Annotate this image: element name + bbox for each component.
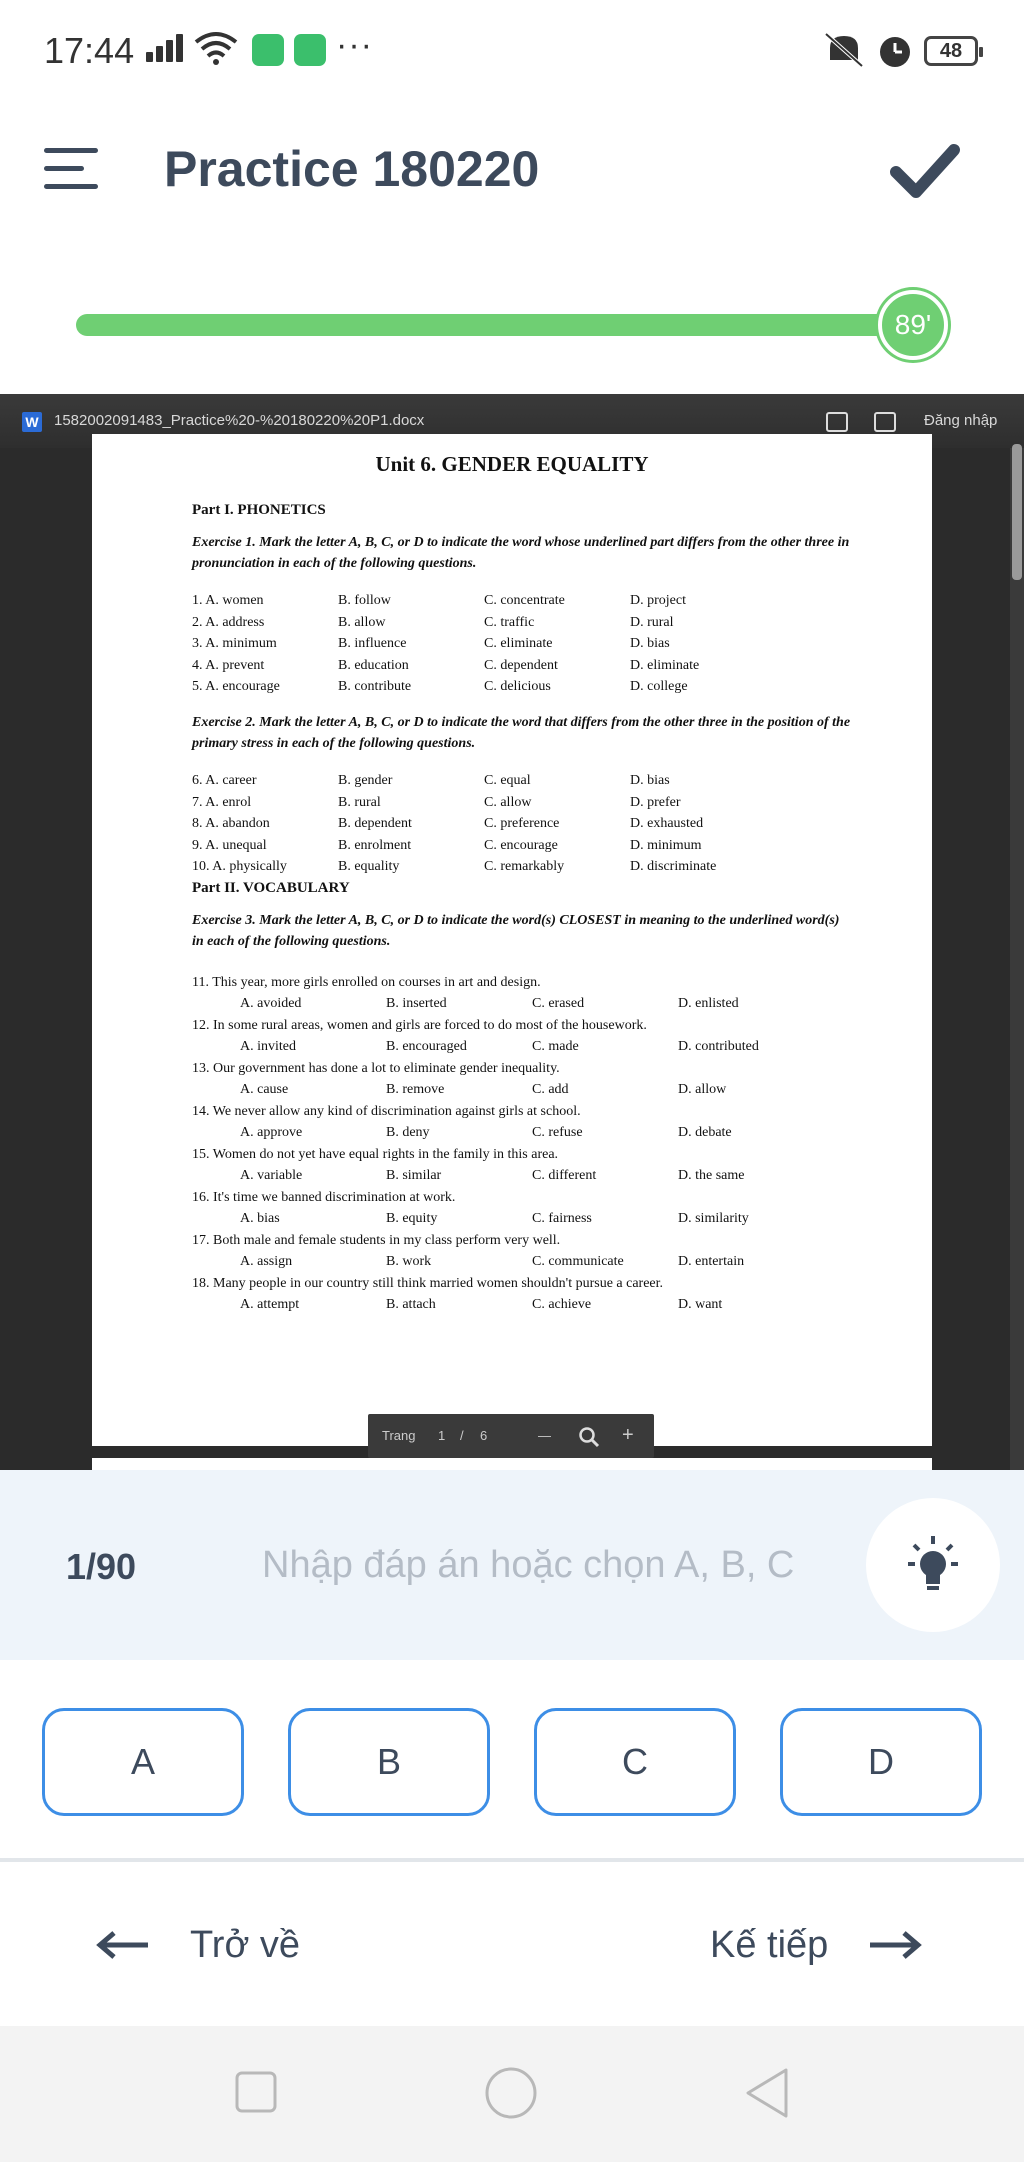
option-text: B. follow [338, 593, 391, 608]
option-text: C. traffic [484, 614, 535, 630]
option-text: B. attach [386, 1297, 436, 1312]
option-text: D. project [630, 593, 686, 608]
option-text: D. want [678, 1297, 723, 1312]
doc-title: Unit 6. GENDER EQUALITY [375, 452, 649, 476]
option-text: B. remove [386, 1082, 445, 1097]
zoom-out-button[interactable]: — [538, 1428, 551, 1443]
choice-d-button[interactable]: D [780, 1708, 982, 1816]
page-current: 1 [438, 1428, 446, 1443]
question-text: 18. Many people in our country still think married women shouldn't pursue a career. [192, 1276, 664, 1291]
choice-a-button[interactable]: A [42, 1708, 244, 1816]
option-text: A. attempt [240, 1297, 300, 1312]
back-label: Trở về [190, 1923, 301, 1966]
option-text: D. contributed [678, 1039, 759, 1054]
option-text: B. influence [338, 636, 407, 651]
option-text: C. different [532, 1168, 597, 1183]
question-text: 11. This year, more girls enrolled on courses in art and design. [192, 975, 541, 990]
file-name: 1582002091483_Practice%20-%20180220%20P1.docx [54, 412, 425, 429]
option-text: D. debate [678, 1125, 732, 1140]
page-title: Practice 180220 [164, 141, 540, 197]
option-text: 9. A. unequal [192, 837, 267, 853]
option-text: C. preference [484, 816, 560, 831]
option-text: D. bias [630, 773, 670, 788]
exercise-instruction: Exercise 1. Mark the letter A, B, C, or D to indicate the word whose underlined part differs from the other three in pronunciation in each of the following questions. [192, 535, 850, 571]
option-text: 10. A. physically [192, 859, 287, 874]
option-text: D. rural [630, 614, 674, 630]
option-text: B. allow [338, 614, 386, 630]
question-text: 16. It's time we banned discrimination at work. [192, 1190, 456, 1205]
option-text: C. allow [484, 794, 532, 810]
back-nav-icon[interactable] [744, 2066, 790, 2120]
option-text: D. exhausted [630, 816, 704, 831]
arrow-right-icon [868, 1930, 922, 1960]
option-text: D. bias [630, 636, 670, 651]
option-text: C. fairness [532, 1211, 592, 1226]
recents-icon[interactable] [234, 2070, 278, 2114]
option-text: D. entertain [678, 1254, 745, 1269]
question-navigation [0, 1862, 1024, 2026]
viewer-scroll-thumb[interactable] [1012, 444, 1022, 580]
page-total: 6 [480, 1428, 488, 1443]
question-text: 14. We never allow any kind of discrimination against girls at school. [192, 1104, 581, 1119]
choice-c-button[interactable]: C [534, 1708, 736, 1816]
option-text: D. prefer [630, 794, 681, 810]
option-text: C. equal [484, 773, 531, 788]
option-text: A. avoided [240, 996, 302, 1011]
chat-notification-icon [294, 34, 326, 66]
submit-check-icon[interactable] [890, 140, 960, 200]
menu-icon[interactable] [44, 148, 98, 190]
option-text: C. eliminate [484, 636, 553, 651]
alarm-icon [876, 30, 914, 70]
app-header [0, 100, 1024, 240]
option-text: B. similar [386, 1168, 442, 1183]
option-text: C. refuse [532, 1125, 583, 1140]
timer-badge: 89' [878, 290, 948, 360]
option-text: D. allow [678, 1082, 727, 1097]
option-text: D. college [630, 679, 688, 694]
option-text: 5. A. encourage [192, 679, 280, 694]
viewer-scrollbar[interactable] [1010, 448, 1024, 1470]
option-text: D. similarity [678, 1211, 749, 1226]
option-text: 1. A. women [192, 593, 264, 608]
page-indicator [368, 1414, 654, 1458]
print-icon[interactable] [826, 412, 848, 432]
option-text: D. discriminate [630, 859, 717, 874]
option-text: 7. A. enrol [192, 794, 252, 810]
back-button[interactable] [96, 1910, 300, 1980]
document-page [92, 434, 932, 1446]
option-text: C. delicious [484, 679, 551, 694]
login-link[interactable]: Đăng nhập [924, 412, 998, 429]
option-text: C. concentrate [484, 593, 565, 608]
next-label: Kế tiếp [710, 1923, 829, 1966]
option-text: A. bias [240, 1211, 280, 1226]
wifi-icon [194, 30, 238, 66]
option-text: 2. A. address [192, 614, 265, 630]
home-icon[interactable] [484, 2066, 538, 2120]
page-separator: / [460, 1428, 464, 1443]
more-notifications-icon: ··· [336, 26, 373, 64]
app-notification-icon [252, 34, 284, 66]
answer-bar [0, 1470, 1024, 1660]
option-text: C. encourage [484, 837, 558, 853]
document-page-next [92, 1458, 932, 1470]
option-text: B. rural [338, 794, 381, 810]
zoom-icon[interactable] [578, 1426, 600, 1448]
choice-b-button[interactable]: B [288, 1708, 490, 1816]
option-text: A. cause [240, 1082, 289, 1097]
option-text: D. minimum [630, 837, 702, 853]
option-text: A. invited [240, 1039, 296, 1054]
option-text: B. enrolment [338, 837, 412, 853]
zoom-in-button[interactable]: + [622, 1424, 634, 1446]
battery-icon: 48 [924, 36, 978, 66]
doc-part-heading: Part II. VOCABULARY [192, 880, 350, 896]
option-text: B. inserted [386, 996, 447, 1011]
next-button[interactable] [710, 1910, 922, 1980]
exercise-instruction: Exercise 2. Mark the letter A, B, C, or D to indicate the word that differs from the other three in the position of the primary stress in each of the following questions. [192, 715, 851, 751]
option-text: C. made [532, 1039, 579, 1054]
document-viewer[interactable] [0, 394, 1024, 1470]
option-text: B. dependent [338, 816, 412, 831]
option-text: 8. A. abandon [192, 816, 270, 831]
mute-icon [822, 30, 866, 70]
question-text: 17. Both male and female students in my class perform very well. [192, 1233, 561, 1248]
option-text: 4. A. prevent [192, 657, 265, 673]
option-text: B. deny [386, 1125, 430, 1140]
option-text: A. approve [240, 1125, 303, 1140]
word-file-icon: W [22, 412, 42, 432]
option-text: A. assign [240, 1254, 293, 1269]
option-text: C. communicate [532, 1254, 624, 1269]
hint-button[interactable] [866, 1498, 1000, 1632]
download-icon[interactable] [874, 412, 896, 432]
option-text: C. add [532, 1082, 569, 1097]
system-navigation-bar [0, 2026, 1024, 2162]
page-label: Trang [382, 1428, 416, 1443]
arrow-left-icon [96, 1930, 150, 1960]
timer-progress-bar [76, 314, 942, 336]
lightbulb-icon [904, 1534, 962, 1596]
status-bar [0, 0, 1024, 100]
option-text: B. equality [338, 859, 400, 874]
option-text: B. work [386, 1254, 432, 1269]
option-text: A. variable [240, 1168, 303, 1183]
option-text: C. erased [532, 996, 585, 1011]
option-text: B. gender [338, 773, 393, 788]
option-text: C. remarkably [484, 859, 565, 874]
exercise-instruction: Exercise 3. Mark the letter A, B, C, or D to indicate the word(s) CLOSEST in meaning to the underlined word(s) in each of the following questions. [192, 913, 840, 949]
question-text: 12. In some rural areas, women and girls are forced to do most of the housework. [192, 1018, 647, 1033]
option-text: D. the same [678, 1168, 745, 1183]
question-text: 15. Women do not yet have equal rights in the family in this area. [192, 1147, 559, 1162]
doc-part-heading: Part I. PHONETICS [192, 502, 326, 518]
option-text: D. eliminate [630, 657, 700, 673]
option-text: B. encouraged [386, 1039, 467, 1054]
option-text: C. dependent [484, 657, 558, 673]
option-text: D. enlisted [678, 996, 739, 1011]
clock: 17:44 [44, 30, 135, 71]
answer-choices [0, 1660, 1024, 1858]
option-text: B. education [338, 657, 409, 673]
question-text: 13. Our government has done a lot to eliminate gender inequality. [192, 1061, 560, 1076]
answer-input[interactable] [262, 1534, 822, 1596]
option-text: B. contribute [338, 679, 412, 694]
option-text: B. equity [386, 1211, 438, 1226]
option-text: 6. A. career [192, 773, 257, 788]
option-text: 3. A. minimum [192, 636, 277, 651]
option-text: C. achieve [532, 1297, 592, 1312]
question-counter: 1/90 [66, 1546, 137, 1587]
